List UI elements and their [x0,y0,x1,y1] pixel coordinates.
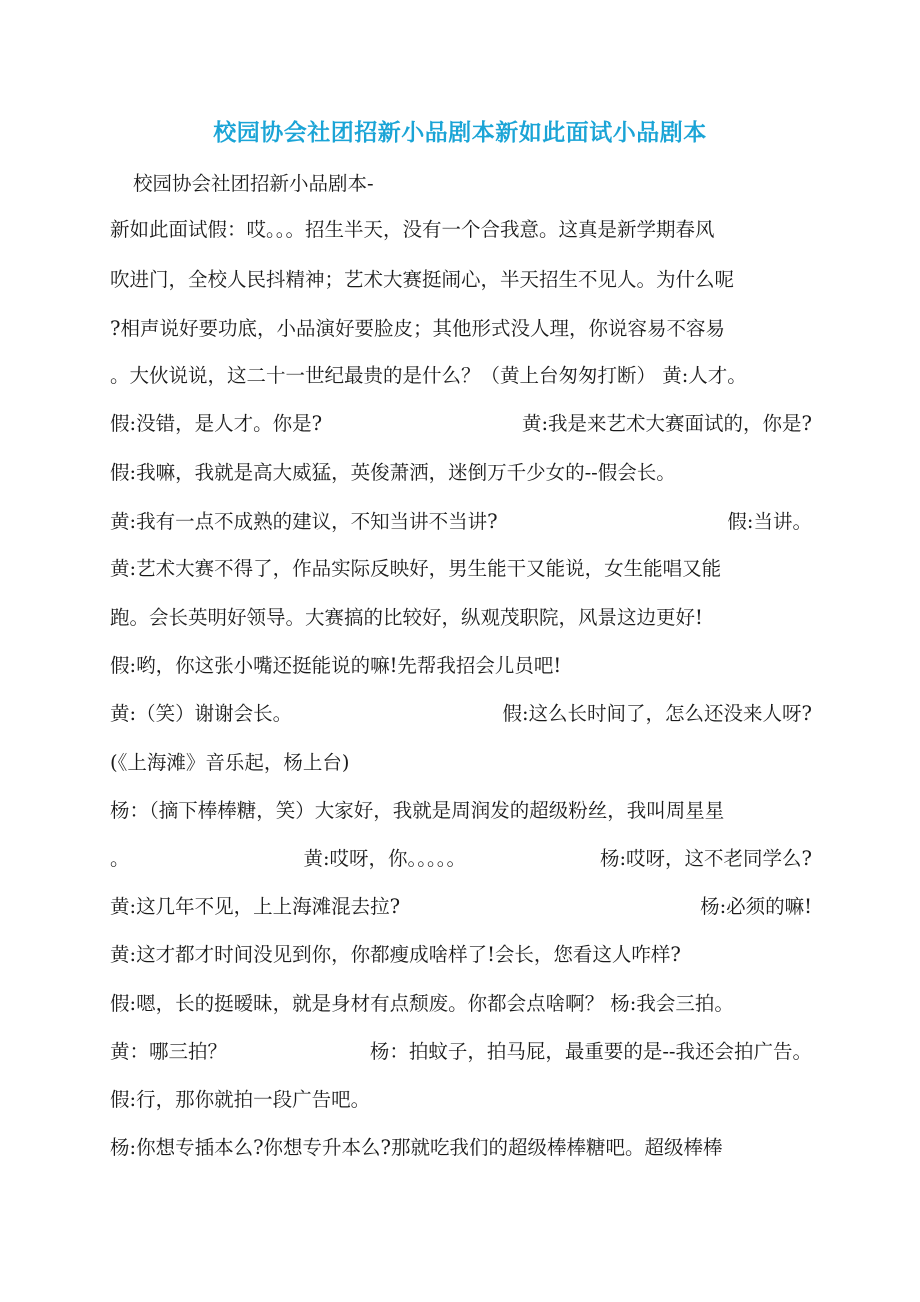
script-line: 黄:艺术大赛不得了，作品实际反映好，男生能干又能说，女生能唱又能 [110,557,722,580]
script-line: ?相声说好要功底，小品演好要脸皮；其他形式没人理，你说容易不容易 [110,317,725,340]
script-line [110,893,812,921]
script-line: 杨:你想专插本么?你想专升本么?那就吃我们的超级棒棒糖吧。超级棒棒 [110,1136,723,1159]
line-part: 黄:我是来艺术大赛面试的，你是? [521,412,812,435]
line-part: 黄:（笑）谢谢会长。 [110,702,293,725]
script-line [110,700,812,728]
script-line: 黄:这才都才时间没见到你，你都瘦成啥样了!会长，您看这人咋样? [110,943,681,966]
script-line [110,410,812,438]
page-title: 校园协会社团招新小品剧本新如此面试小品剧本 [213,119,707,146]
line-part: 黄：哪三拍？ [110,1040,228,1063]
script-line [110,1038,812,1066]
script-line: 。大伙说说，这二十一世纪最贵的是什么？（黄上台匆匆打断） 黄:人才。 [110,364,747,387]
line-part: 黄:哎呀，你。。。。。 [303,847,467,870]
script-line: 跑。会长英明好领导。大赛搞的比较好，纵观茂职院，风景这边更好! [110,606,703,629]
script-line: 吹进门，全校人民抖精神；艺术大赛挺闹心，半天招生不见人。为什么呢 [110,268,735,291]
line-part: 杨:必须的嘛! [700,895,812,918]
line-part: 假:当讲。 [727,510,812,533]
script-line: 假:哟，你这张小嘴还挺能说的嘛!先帮我招会儿员吧! [110,654,562,677]
line-part: 黄:我有一点不成熟的建议，不知当讲不当讲? [110,510,498,533]
line-part: 假:没错，是人才。你是? [110,412,323,435]
line-part: 假:这么长时间了，怎么还没来人呀? [502,702,812,725]
script-line [110,845,812,873]
script-line: 新如此面试假：哎。。。招生半天，没有一个合我意。这真是新学期春风 [110,218,715,241]
line-part: 。 [110,847,130,870]
line-part: 杨:哎呀，这不老同学么? [599,847,812,870]
line-part: 黄:这几年不见，上上海滩混去拉? [110,895,401,918]
script-line: 杨：（摘下棒棒糖，笑）大家好，我就是周润发的超级粉丝，我叫周星星 [110,799,725,822]
script-line: 假:我嘛，我就是高大威猛，英俊萧洒，迷倒万千少女的--假会长。 [110,461,676,484]
script-line [110,508,812,536]
script-line: 假:行，那你就拍一段广告吧。 [110,1088,371,1111]
subtitle: 校园协会社团招新小品剧本- [133,172,374,195]
script-line: (《上海滩》音乐起，杨上台) [110,751,350,774]
script-line: 假:嗯，长的挺暧昧，就是身材有点颓废。你都会点啥啊？ 杨:我会三拍。 [110,992,734,1015]
line-part: 杨：拍蚊子，拍马屁，最重要的是--我还会拍广告。 [369,1040,812,1063]
